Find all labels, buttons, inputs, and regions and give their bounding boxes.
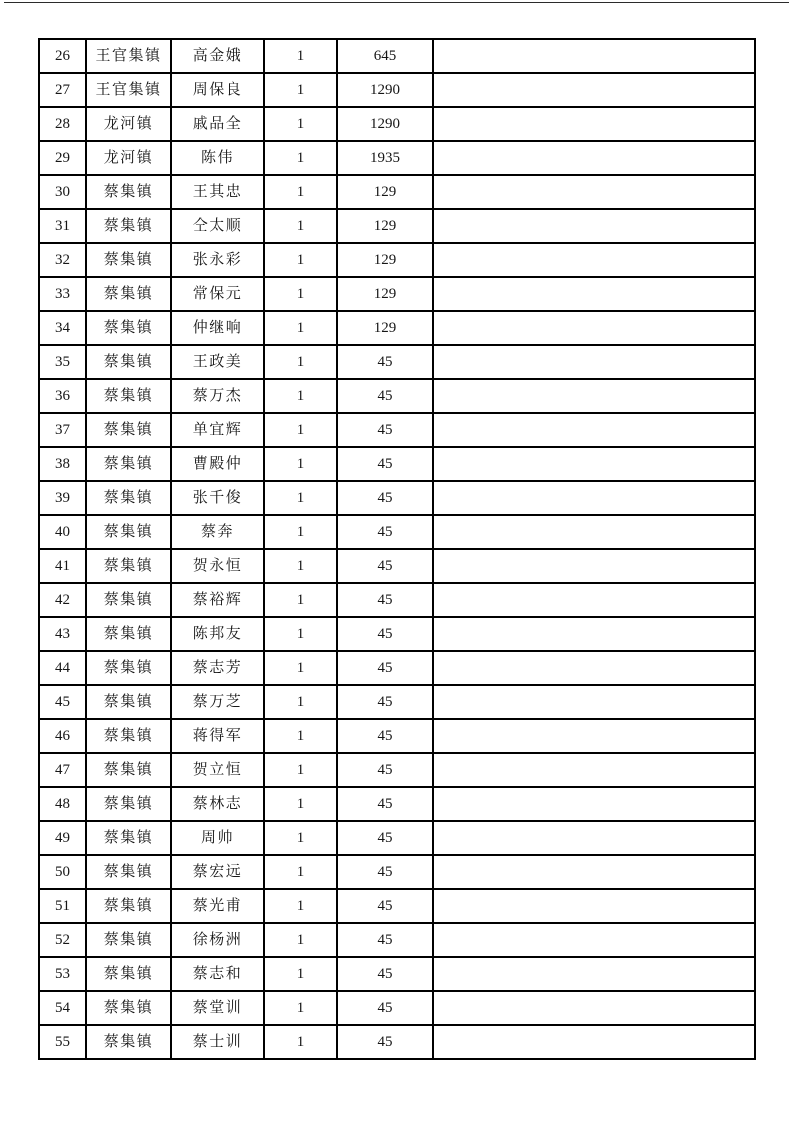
cell-empty-note — [433, 107, 755, 141]
cell-town: 王官集镇 — [86, 39, 171, 73]
table-row — [39, 549, 755, 583]
cell-town: 蔡集镇 — [86, 345, 171, 379]
cell-person-name: 陈伟 — [171, 141, 264, 175]
cell-town: 蔡集镇 — [86, 515, 171, 549]
cell-amount: 45 — [337, 549, 433, 583]
cell-person-name: 周保良 — [171, 73, 264, 107]
cell-person-name: 蔡志芳 — [171, 651, 264, 685]
cell-empty-note — [433, 345, 755, 379]
cell-town: 蔡集镇 — [86, 379, 171, 413]
cell-row-number: 54 — [39, 991, 86, 1025]
cell-row-number: 37 — [39, 413, 86, 447]
cell-quantity: 1 — [264, 549, 337, 583]
cell-quantity: 1 — [264, 651, 337, 685]
cell-town: 蔡集镇 — [86, 923, 171, 957]
cell-person-name: 张千俊 — [171, 481, 264, 515]
cell-person-name: 常保元 — [171, 277, 264, 311]
cell-empty-note — [433, 549, 755, 583]
table-row — [39, 923, 755, 957]
cell-row-number: 27 — [39, 73, 86, 107]
cell-empty-note — [433, 481, 755, 515]
cell-empty-note — [433, 821, 755, 855]
cell-empty-note — [433, 583, 755, 617]
cell-town: 蔡集镇 — [86, 1025, 171, 1059]
cell-town: 蔡集镇 — [86, 481, 171, 515]
cell-quantity: 1 — [264, 73, 337, 107]
cell-quantity: 1 — [264, 991, 337, 1025]
cell-person-name: 蔡志和 — [171, 957, 264, 991]
cell-town: 蔡集镇 — [86, 549, 171, 583]
table-row — [39, 107, 755, 141]
cell-quantity: 1 — [264, 209, 337, 243]
cell-row-number: 28 — [39, 107, 86, 141]
cell-quantity: 1 — [264, 617, 337, 651]
cell-row-number: 55 — [39, 1025, 86, 1059]
cell-town: 蔡集镇 — [86, 447, 171, 481]
table-row — [39, 719, 755, 753]
cell-amount: 45 — [337, 651, 433, 685]
cell-row-number: 31 — [39, 209, 86, 243]
cell-person-name: 蔡士训 — [171, 1025, 264, 1059]
cell-amount: 45 — [337, 481, 433, 515]
table-row — [39, 73, 755, 107]
cell-amount: 129 — [337, 311, 433, 345]
table-row — [39, 889, 755, 923]
cell-person-name: 蔡宏远 — [171, 855, 264, 889]
cell-amount: 45 — [337, 753, 433, 787]
cell-quantity: 1 — [264, 481, 337, 515]
cell-person-name: 王政美 — [171, 345, 264, 379]
table-row — [39, 651, 755, 685]
cell-quantity: 1 — [264, 175, 337, 209]
table-row — [39, 821, 755, 855]
cell-row-number: 47 — [39, 753, 86, 787]
cell-person-name: 陈邦友 — [171, 617, 264, 651]
cell-row-number: 44 — [39, 651, 86, 685]
cell-row-number: 40 — [39, 515, 86, 549]
cell-town: 龙河镇 — [86, 141, 171, 175]
cell-quantity: 1 — [264, 753, 337, 787]
cell-town: 蔡集镇 — [86, 889, 171, 923]
table-row — [39, 209, 755, 243]
cell-town: 蔡集镇 — [86, 991, 171, 1025]
cell-quantity: 1 — [264, 719, 337, 753]
cell-quantity: 1 — [264, 923, 337, 957]
cell-row-number: 45 — [39, 685, 86, 719]
cell-row-number: 38 — [39, 447, 86, 481]
cell-amount: 1290 — [337, 73, 433, 107]
cell-person-name: 王其忠 — [171, 175, 264, 209]
cell-quantity: 1 — [264, 1025, 337, 1059]
cell-row-number: 48 — [39, 787, 86, 821]
cell-town: 蔡集镇 — [86, 685, 171, 719]
table-row — [39, 481, 755, 515]
cell-row-number: 41 — [39, 549, 86, 583]
cell-empty-note — [433, 39, 755, 73]
cell-quantity: 1 — [264, 583, 337, 617]
cell-amount: 45 — [337, 617, 433, 651]
cell-amount: 45 — [337, 991, 433, 1025]
table-row — [39, 753, 755, 787]
table-row — [39, 583, 755, 617]
cell-empty-note — [433, 923, 755, 957]
cell-person-name: 周帅 — [171, 821, 264, 855]
cell-amount: 129 — [337, 175, 433, 209]
cell-row-number: 42 — [39, 583, 86, 617]
cell-town: 蔡集镇 — [86, 719, 171, 753]
cell-row-number: 33 — [39, 277, 86, 311]
data-table — [38, 38, 756, 1060]
cell-person-name: 蔡奔 — [171, 515, 264, 549]
cell-empty-note — [433, 379, 755, 413]
cell-person-name: 高金娥 — [171, 39, 264, 73]
table-row — [39, 617, 755, 651]
table-row — [39, 787, 755, 821]
cell-amount: 45 — [337, 413, 433, 447]
cell-amount: 45 — [337, 923, 433, 957]
cell-amount: 45 — [337, 447, 433, 481]
cell-amount: 45 — [337, 889, 433, 923]
cell-town: 蔡集镇 — [86, 787, 171, 821]
cell-person-name: 仲继响 — [171, 311, 264, 345]
cell-person-name: 蔡光甫 — [171, 889, 264, 923]
cell-quantity: 1 — [264, 243, 337, 277]
cell-person-name: 蔡林志 — [171, 787, 264, 821]
table-row — [39, 957, 755, 991]
cell-row-number: 29 — [39, 141, 86, 175]
cell-empty-note — [433, 991, 755, 1025]
cell-quantity: 1 — [264, 957, 337, 991]
cell-amount: 45 — [337, 1025, 433, 1059]
cell-empty-note — [433, 515, 755, 549]
cell-quantity: 1 — [264, 821, 337, 855]
cell-person-name: 徐杨洲 — [171, 923, 264, 957]
cell-row-number: 36 — [39, 379, 86, 413]
cell-town: 蔡集镇 — [86, 855, 171, 889]
cell-amount: 1935 — [337, 141, 433, 175]
cell-empty-note — [433, 753, 755, 787]
cell-amount: 129 — [337, 243, 433, 277]
cell-empty-note — [433, 413, 755, 447]
cell-person-name: 贺立恒 — [171, 753, 264, 787]
cell-amount: 129 — [337, 209, 433, 243]
cell-town: 蔡集镇 — [86, 243, 171, 277]
table-row — [39, 379, 755, 413]
table-row — [39, 345, 755, 379]
cell-row-number: 50 — [39, 855, 86, 889]
cell-person-name: 张永彩 — [171, 243, 264, 277]
cell-amount: 45 — [337, 957, 433, 991]
cell-quantity: 1 — [264, 345, 337, 379]
cell-row-number: 43 — [39, 617, 86, 651]
cell-quantity: 1 — [264, 685, 337, 719]
table-row — [39, 175, 755, 209]
cell-quantity: 1 — [264, 855, 337, 889]
cell-row-number: 46 — [39, 719, 86, 753]
cell-row-number: 26 — [39, 39, 86, 73]
cell-quantity: 1 — [264, 413, 337, 447]
table-row — [39, 685, 755, 719]
cell-town: 蔡集镇 — [86, 413, 171, 447]
cell-empty-note — [433, 209, 755, 243]
cell-quantity: 1 — [264, 379, 337, 413]
cell-town: 蔡集镇 — [86, 209, 171, 243]
cell-empty-note — [433, 277, 755, 311]
cell-person-name: 蒋得军 — [171, 719, 264, 753]
cell-amount: 45 — [337, 583, 433, 617]
cell-town: 蔡集镇 — [86, 617, 171, 651]
cell-person-name: 仝太顺 — [171, 209, 264, 243]
cell-quantity: 1 — [264, 277, 337, 311]
cell-empty-note — [433, 73, 755, 107]
table-row — [39, 141, 755, 175]
cell-town: 蔡集镇 — [86, 821, 171, 855]
cell-person-name: 单宜辉 — [171, 413, 264, 447]
cell-amount: 129 — [337, 277, 433, 311]
cell-empty-note — [433, 651, 755, 685]
cell-quantity: 1 — [264, 889, 337, 923]
cell-town: 蔡集镇 — [86, 957, 171, 991]
cell-row-number: 52 — [39, 923, 86, 957]
table-row — [39, 1025, 755, 1059]
cell-quantity: 1 — [264, 447, 337, 481]
cell-empty-note — [433, 617, 755, 651]
cell-quantity: 1 — [264, 515, 337, 549]
cell-empty-note — [433, 889, 755, 923]
cell-quantity: 1 — [264, 141, 337, 175]
cell-amount: 45 — [337, 821, 433, 855]
cell-empty-note — [433, 311, 755, 345]
cell-person-name: 曹殿仲 — [171, 447, 264, 481]
cell-empty-note — [433, 243, 755, 277]
cell-amount: 1290 — [337, 107, 433, 141]
cell-town: 蔡集镇 — [86, 277, 171, 311]
table-row — [39, 991, 755, 1025]
table-row — [39, 277, 755, 311]
cell-person-name: 蔡万芝 — [171, 685, 264, 719]
cell-row-number: 34 — [39, 311, 86, 345]
cell-row-number: 51 — [39, 889, 86, 923]
table-row — [39, 243, 755, 277]
cell-amount: 45 — [337, 515, 433, 549]
cell-quantity: 1 — [264, 107, 337, 141]
cell-quantity: 1 — [264, 787, 337, 821]
cell-amount: 45 — [337, 379, 433, 413]
cell-empty-note — [433, 175, 755, 209]
cell-row-number: 35 — [39, 345, 86, 379]
table-row — [39, 311, 755, 345]
cell-town: 蔡集镇 — [86, 311, 171, 345]
cell-amount: 45 — [337, 719, 433, 753]
top-page-divider-line — [4, 2, 789, 3]
cell-empty-note — [433, 141, 755, 175]
cell-town: 蔡集镇 — [86, 753, 171, 787]
cell-person-name: 贺永恒 — [171, 549, 264, 583]
cell-person-name: 蔡堂训 — [171, 991, 264, 1025]
table-row — [39, 447, 755, 481]
cell-town: 蔡集镇 — [86, 175, 171, 209]
cell-empty-note — [433, 719, 755, 753]
cell-amount: 45 — [337, 787, 433, 821]
cell-amount: 45 — [337, 855, 433, 889]
cell-person-name: 蔡万杰 — [171, 379, 264, 413]
cell-amount: 45 — [337, 685, 433, 719]
cell-town: 蔡集镇 — [86, 651, 171, 685]
cell-row-number: 30 — [39, 175, 86, 209]
cell-town: 龙河镇 — [86, 107, 171, 141]
cell-empty-note — [433, 685, 755, 719]
cell-row-number: 49 — [39, 821, 86, 855]
table-row — [39, 413, 755, 447]
cell-row-number: 32 — [39, 243, 86, 277]
table-row — [39, 39, 755, 73]
cell-row-number: 53 — [39, 957, 86, 991]
table-row — [39, 855, 755, 889]
cell-person-name: 戚品全 — [171, 107, 264, 141]
cell-quantity: 1 — [264, 39, 337, 73]
cell-amount: 645 — [337, 39, 433, 73]
cell-row-number: 39 — [39, 481, 86, 515]
table-row — [39, 515, 755, 549]
cell-empty-note — [433, 787, 755, 821]
cell-person-name: 蔡裕辉 — [171, 583, 264, 617]
cell-empty-note — [433, 447, 755, 481]
cell-amount: 45 — [337, 345, 433, 379]
cell-town: 王官集镇 — [86, 73, 171, 107]
table-body — [39, 39, 755, 1059]
cell-empty-note — [433, 1025, 755, 1059]
cell-quantity: 1 — [264, 311, 337, 345]
cell-town: 蔡集镇 — [86, 583, 171, 617]
cell-empty-note — [433, 957, 755, 991]
cell-empty-note — [433, 855, 755, 889]
